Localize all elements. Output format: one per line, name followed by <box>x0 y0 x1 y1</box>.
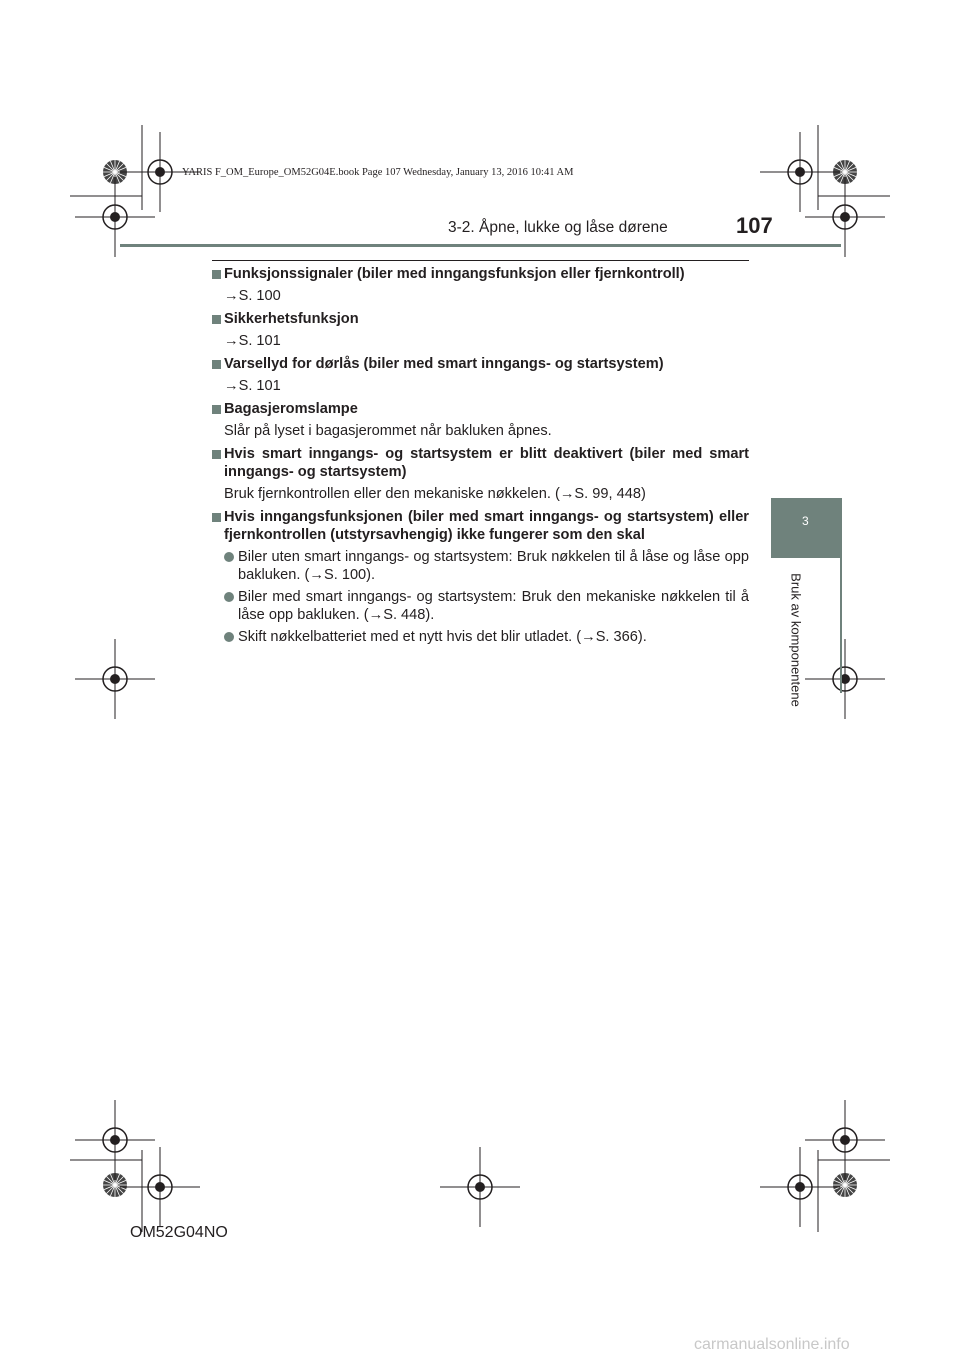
header-section-title: 3-2. Åpne, lukke og låse dørene <box>448 219 668 236</box>
chapter-number: 3 <box>802 514 809 528</box>
page-number: 107 <box>736 213 773 238</box>
document-code: OM52G04NO <box>130 1224 228 1241</box>
page-content <box>212 265 749 651</box>
list-item <box>212 548 749 584</box>
section-door-lock-buzzer <box>212 355 749 395</box>
section-system-deactivated <box>212 445 749 503</box>
section-heading <box>212 310 749 328</box>
section-heading <box>212 265 749 283</box>
section-security-function <box>212 310 749 350</box>
section-luggage-lamp <box>212 400 749 440</box>
section-heading-text: Funksjonssignaler (biler med inngangsfunksjon eller fjernkontroll) <box>224 266 685 282</box>
list-item-text: Skift nøkkelbatteriet med et nytt hvis det blir utladet. (→S. 366). <box>238 629 647 645</box>
list-item-text: Biler uten smart inngangs- og startsystem: Bruk nøkkelen til å låse og låse opp bakluken. (→S. 100). <box>238 549 749 583</box>
chapter-tab <box>771 498 842 558</box>
section-heading-text: Bagasjeromslampe <box>224 401 358 417</box>
square-bullet-icon <box>212 270 221 279</box>
square-bullet-icon <box>212 360 221 369</box>
section-reference: →S. 100 <box>224 288 281 304</box>
section-heading-text: Varsellyd for dørlås (biler med smart inngangs- og startsystem) <box>224 356 664 372</box>
section-heading-text: Hvis inngangsfunksjonen (biler med smart inngangs- og startsystem) eller fjernkontrollen (utstyrsavhengig) ikke fungerer som den skal <box>224 509 749 543</box>
square-bullet-icon <box>212 315 221 324</box>
section-reference: →S. 101 <box>224 378 281 394</box>
section-body: Slår på lyset i bagasjerommet når bakluken åpnes. <box>224 423 552 439</box>
chapter-label: Bruk av komponentene <box>788 573 804 707</box>
section-heading <box>212 508 749 544</box>
section-heading-text: Sikkerhetsfunksjon <box>224 311 359 327</box>
section-heading <box>212 400 749 418</box>
section-body: Bruk fjernkontrollen eller den mekaniske nøkkelen. (→S. 99, 448) <box>224 486 646 502</box>
header-rule <box>120 244 841 247</box>
list-item <box>212 628 749 646</box>
section-heading-text: Hvis smart inngangs- og startsystem er blitt deaktivert (biler med smart inngangs- og startsystem) <box>224 446 749 480</box>
content-rule <box>212 260 749 261</box>
watermark-text: carmanualsonline.info <box>694 1336 850 1353</box>
section-function-signals <box>212 265 749 305</box>
section-entry-not-working <box>212 508 749 646</box>
square-bullet-icon <box>212 450 221 459</box>
list-item <box>212 588 749 624</box>
list-item-text: Biler med smart inngangs- og startsystem: Bruk den mekaniske nøkkelen til å låse opp bakluken. (→S. 448). <box>238 589 749 623</box>
square-bullet-icon <box>212 405 221 414</box>
square-bullet-icon <box>212 513 221 522</box>
round-bullet-icon <box>224 592 234 602</box>
section-heading <box>212 445 749 481</box>
section-heading <box>212 355 749 373</box>
chapter-sideline <box>840 558 842 693</box>
book-info-line: YARIS F_OM_Europe_OM52G04E.book Page 107 Wednesday, January 13, 2016 10:41 AM <box>182 167 574 178</box>
round-bullet-icon <box>224 552 234 562</box>
round-bullet-icon <box>224 632 234 642</box>
section-reference: →S. 101 <box>224 333 281 349</box>
